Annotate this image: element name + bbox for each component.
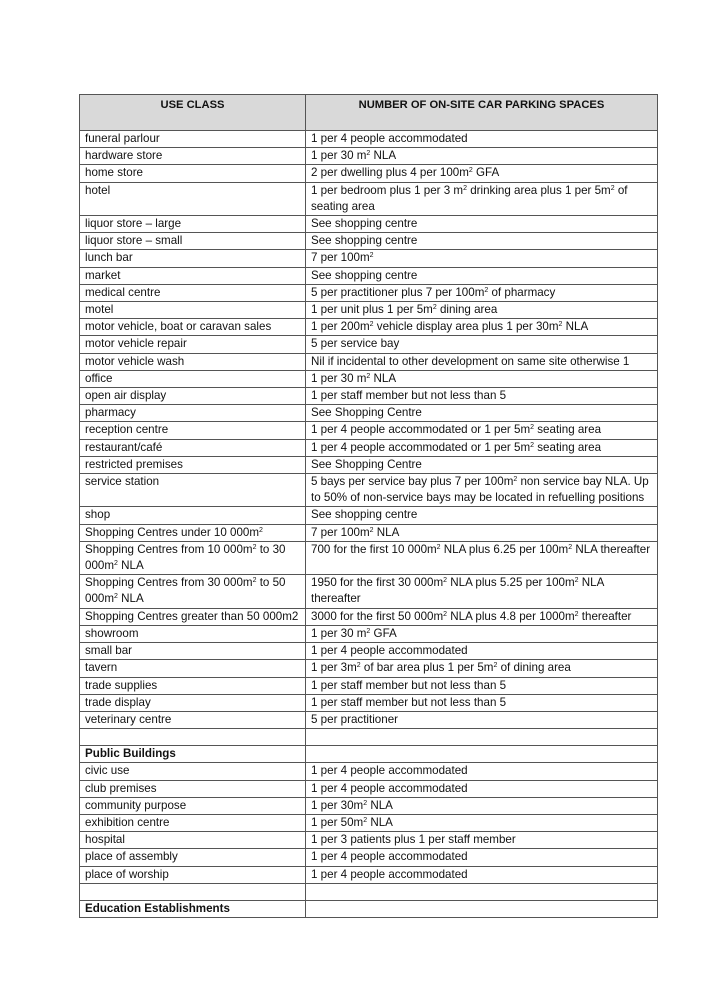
parking-spaces-cell: See shopping centre (306, 507, 658, 524)
use-class-cell: open air display (80, 388, 306, 405)
use-class-cell: motor vehicle repair (80, 336, 306, 353)
table-row (80, 694, 658, 711)
table-row (80, 388, 658, 405)
use-class-cell: motel (80, 302, 306, 319)
parking-spaces-cell: 1 per 4 people accommodated (306, 866, 658, 883)
parking-spaces-cell: 1 per staff member but not less than 5 (306, 677, 658, 694)
table-row (80, 608, 658, 625)
use-class-cell: liquor store – small (80, 233, 306, 250)
parking-spaces-cell (306, 729, 658, 746)
parking-spaces-cell (306, 900, 658, 917)
parking-spaces-cell: 1 per 4 people accommodated (306, 131, 658, 148)
parking-spaces-cell: Nil if incidental to other development on same site otherwise 1 (306, 353, 658, 370)
parking-spaces-cell (306, 883, 658, 900)
parking-spaces-cell: 1 per $50m^2$ NLA (306, 814, 658, 831)
parking-spaces-cell: 1 per $200m^2$ vehicle display area plus 1 per $30m^2$ NLA (306, 319, 658, 336)
section-row (80, 900, 658, 917)
use-class-cell: motor vehicle wash (80, 353, 306, 370)
parking-spaces-cell: 1 per 4 people accommodated (306, 763, 658, 780)
parking-spaces-cell: 3000 for the first 50 $000m^2$ NLA plus 4.8 per $1000m^2$ thereafter (306, 608, 658, 625)
use-class-cell: small bar (80, 643, 306, 660)
table-row (80, 131, 658, 148)
table-row (80, 575, 658, 608)
use-class-cell: Education Establishments (80, 900, 306, 917)
parking-spaces-cell: 1 per unit plus 1 per $5m^2$ dining area (306, 302, 658, 319)
table-row (80, 849, 658, 866)
blank-row (80, 729, 658, 746)
parking-spaces-header: NUMBER OF ON-SITE CAR PARKING SPACES (306, 95, 658, 131)
parking-spaces-cell: 5 per practitioner (306, 711, 658, 728)
parking-spaces-cell: 1 per 4 people accommodated or 1 per $5m^2$ seating area (306, 439, 658, 456)
use-class-cell (80, 883, 306, 900)
table-row (80, 814, 658, 831)
section-row (80, 746, 658, 763)
use-class-cell: showroom (80, 625, 306, 642)
table-row (80, 284, 658, 301)
use-class-cell: medical centre (80, 284, 306, 301)
table-row (80, 763, 658, 780)
use-class-cell: shop (80, 507, 306, 524)
use-class-cell: reception centre (80, 422, 306, 439)
parking-spaces-cell: 1 per 30 $m^2$ NLA (306, 148, 658, 165)
table-row (80, 302, 658, 319)
use-class-cell: civic use (80, 763, 306, 780)
use-class-cell: market (80, 267, 306, 284)
parking-spaces-cell: See shopping centre (306, 267, 658, 284)
table-row (80, 711, 658, 728)
parking-spaces-cell: 1 per 30 $m^2$ NLA (306, 370, 658, 387)
parking-spaces-cell: 1 per 3 patients plus 1 per staff member (306, 832, 658, 849)
table-row (80, 439, 658, 456)
parking-spaces-cell: 5 per service bay (306, 336, 658, 353)
use-class-cell: hardware store (80, 148, 306, 165)
parking-spaces-cell: 1 per 4 people accommodated (306, 643, 658, 660)
table-row (80, 165, 658, 182)
use-class-cell: restricted premises (80, 456, 306, 473)
table-row (80, 643, 658, 660)
use-class-cell: Shopping Centres from 10 $000m^2$ to 30 $000m^2$ NLA (80, 541, 306, 574)
use-class-cell: service station (80, 474, 306, 507)
use-class-cell: liquor store – large (80, 216, 306, 233)
use-class-cell: veterinary centre (80, 711, 306, 728)
parking-spaces-cell: 1 per 4 people accommodated or 1 per $5m^2$ seating area (306, 422, 658, 439)
table-row (80, 336, 658, 353)
table-row (80, 866, 658, 883)
table-body (80, 131, 658, 918)
use-class-cell: Shopping Centres greater than 50 000m2 (80, 608, 306, 625)
use-class-cell: hospital (80, 832, 306, 849)
use-class-cell: lunch bar (80, 250, 306, 267)
parking-spaces-cell: 1 per staff member but not less than 5 (306, 388, 658, 405)
use-class-cell: trade display (80, 694, 306, 711)
parking-spaces-cell: 1 per 4 people accommodated (306, 849, 658, 866)
use-class-cell: hotel (80, 182, 306, 215)
use-class-header: USE CLASS (80, 95, 306, 131)
parking-requirements-table (79, 94, 658, 918)
table-row (80, 780, 658, 797)
table-row (80, 797, 658, 814)
use-class-cell: trade supplies (80, 677, 306, 694)
table-row (80, 541, 658, 574)
use-class-cell: Public Buildings (80, 746, 306, 763)
use-class-cell: pharmacy (80, 405, 306, 422)
blank-row (80, 883, 658, 900)
table-row (80, 233, 658, 250)
parking-spaces-cell: 1 per $30m^2$ NLA (306, 797, 658, 814)
use-class-cell: tavern (80, 660, 306, 677)
use-class-cell: home store (80, 165, 306, 182)
parking-spaces-cell: See Shopping Centre (306, 405, 658, 422)
parking-spaces-cell: 1950 for the first 30 $000m^2$ NLA plus 5.25 per $100m^2$ NLA thereafter (306, 575, 658, 608)
use-class-cell: exhibition centre (80, 814, 306, 831)
table-row (80, 370, 658, 387)
parking-spaces-cell: See shopping centre (306, 233, 658, 250)
parking-spaces-cell: 1 per 4 people accommodated (306, 780, 658, 797)
table-row (80, 524, 658, 541)
parking-spaces-cell: 1 per $3m^2$ of bar area plus 1 per $5m^2$ of dining area (306, 660, 658, 677)
use-class-cell: club premises (80, 780, 306, 797)
use-class-cell (80, 729, 306, 746)
table-row (80, 319, 658, 336)
header-row (80, 95, 658, 131)
table-row (80, 625, 658, 642)
table-row (80, 456, 658, 473)
table-row (80, 832, 658, 849)
parking-spaces-cell: See Shopping Centre (306, 456, 658, 473)
parking-spaces-cell (306, 746, 658, 763)
parking-spaces-cell: See shopping centre (306, 216, 658, 233)
use-class-cell: office (80, 370, 306, 387)
table-row (80, 422, 658, 439)
parking-spaces-cell: 5 bays per service bay plus 7 per $100m^2$ non service bay NLA. Up to 50% of non-service bays may be located in refuelling positions (306, 474, 658, 507)
use-class-cell: place of worship (80, 866, 306, 883)
table-row (80, 182, 658, 215)
table-row (80, 216, 658, 233)
use-class-cell: restaurant/café (80, 439, 306, 456)
table-row (80, 148, 658, 165)
parking-spaces-cell: 7 per $100m^2$ (306, 250, 658, 267)
table-row (80, 474, 658, 507)
table-row (80, 353, 658, 370)
use-class-cell: Shopping Centres under 10 $000m^2$ (80, 524, 306, 541)
table-row (80, 405, 658, 422)
use-class-cell: funeral parlour (80, 131, 306, 148)
parking-spaces-cell: 1 per 30 $m^2$ GFA (306, 625, 658, 642)
table-row (80, 250, 658, 267)
use-class-cell: Shopping Centres from 30 $000m^2$ to 50 $000m^2$ NLA (80, 575, 306, 608)
parking-spaces-cell: 7 per $100m^2$ NLA (306, 524, 658, 541)
parking-spaces-cell: 1 per staff member but not less than 5 (306, 694, 658, 711)
parking-spaces-cell: 2 per dwelling plus 4 per $100m^2$ GFA (306, 165, 658, 182)
table-row (80, 677, 658, 694)
use-class-cell: motor vehicle, boat or caravan sales (80, 319, 306, 336)
parking-spaces-cell: 700 for the first 10 $000m^2$ NLA plus 6.25 per $100m^2$ NLA thereafter (306, 541, 658, 574)
parking-spaces-cell: 5 per practitioner plus 7 per $100m^2$ of pharmacy (306, 284, 658, 301)
use-class-cell: community purpose (80, 797, 306, 814)
use-class-cell: place of assembly (80, 849, 306, 866)
table-row (80, 267, 658, 284)
parking-spaces-cell: 1 per bedroom plus 1 per 3 $m^2$ drinking area plus 1 per $5m^2$ of seating area (306, 182, 658, 215)
table-row (80, 507, 658, 524)
table-row (80, 660, 658, 677)
